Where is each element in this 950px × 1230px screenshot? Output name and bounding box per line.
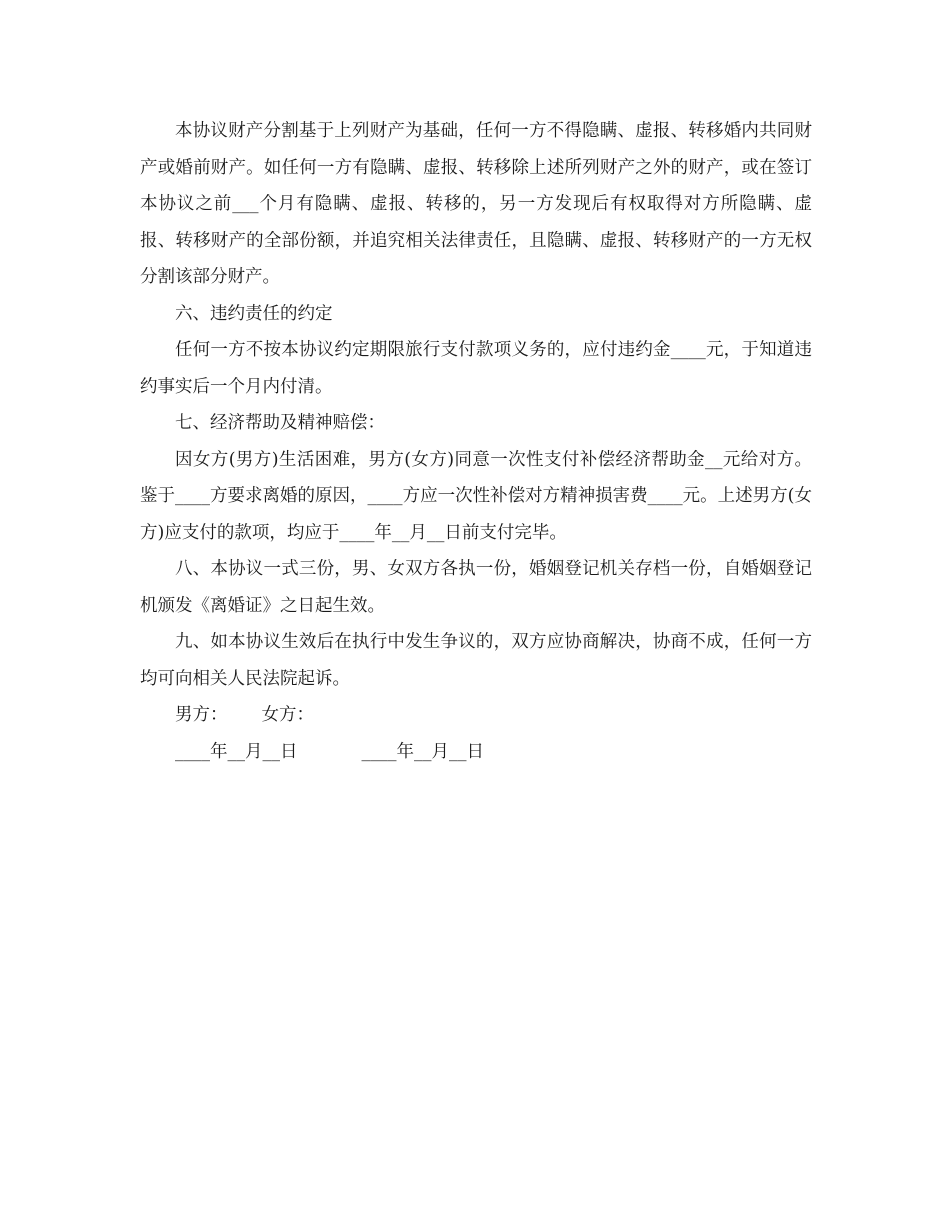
female-date: ____年__月__日 [361,741,484,762]
female-signature-label: 女方： [261,705,314,725]
paragraph-dispute: 九、如本协议生效后在执行中发生争议的，双方应协商解决，协商不成，任何一方均可向相关人民法院起诉。 [140,632,812,689]
section-heading-compensation: 七、经济帮助及精神赔偿： [175,413,385,433]
male-signature-label: 男方： [175,705,228,725]
paragraph-compensation: 因女方(男方)生活困难，男方(女方)同意一次性支付补偿经济帮助金__元给对方。鉴于____方要求离婚的原因，____方应一次性补偿对方精神损害费____元。上述男方(女方)应支付的款项，均应于____年__月__日前支付完毕。 [140,449,812,543]
paragraph-copies: 八、本协议一式三份，男、女双方各执一份，婚姻登记机关存档一份，自婚姻登记机颁发《离婚证》之日起生效。 [140,559,812,616]
paragraph-property-division: 本协议财产分割基于上列财产为基础，任何一方不得隐瞒、虚报、转移婚内共同财产或婚前财产。如任何一方有隐瞒、虚报、转移除上述所列财产之外的财产，或在签订本协议之前___个月有隐瞒、虚报、转移的，另一方发现后有权取得对方所隐瞒、虚报、转移财产的全部份额，并追究相关法律责任，且隐瞒、虚报、转移财产的一方无权分割该部分财产。 [140,121,812,287]
section-heading-breach: 六、违约责任的约定 [175,303,333,324]
male-date: ____年__月__日 [175,741,298,762]
signature-row [140,697,812,734]
document-page [140,113,812,770]
date-row [140,734,812,771]
paragraph-breach: 任何一方不按本协议约定期限旅行支付款项义务的，应付违约金____元，于知道违约事实后一个月内付清。 [140,340,812,397]
